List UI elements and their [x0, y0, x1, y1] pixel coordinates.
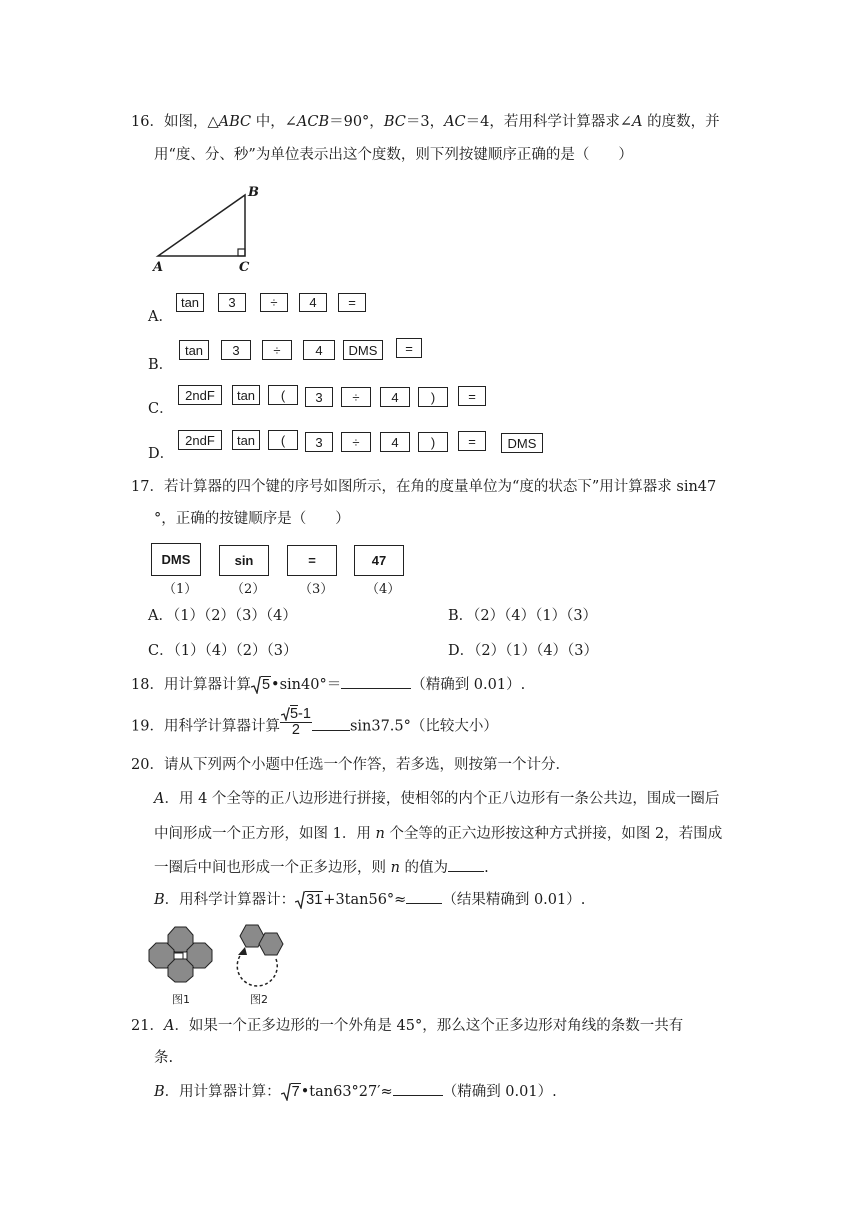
sqrt-7-radicand: 7 [291, 1084, 300, 1100]
key-2ndf: 2ndF [178, 430, 222, 450]
key-divide: ÷ [341, 432, 371, 452]
radical-sign-icon [281, 707, 290, 721]
vertex-a-label: A [153, 260, 164, 275]
q20-a-answer-blank[interactable] [448, 857, 484, 872]
q16-option-a-label: A． [148, 309, 173, 325]
vertex-c-label: C [239, 260, 250, 275]
q20-a-text3-post: 的值为 [399, 860, 449, 876]
key-dms: DMS [501, 433, 543, 453]
q20-b-line [154, 889, 585, 910]
q20-a-n2: n [390, 860, 400, 876]
key-close-paren: ) [418, 432, 448, 452]
triangle-abc [158, 195, 245, 256]
q20-line1: 20．请从下列两个小题中任选一个作答，若多选，则按第一个计分． [131, 757, 570, 773]
key-3: 3 [218, 293, 246, 312]
fraction-numerator [280, 707, 312, 723]
q17-option-c: C．（1）（4）（2）（3） [148, 643, 298, 659]
key-tan: tan [232, 385, 260, 405]
key-4: 4 [380, 432, 410, 452]
key-3: 3 [305, 432, 333, 452]
q17-option-b: B．（2）（4）（1）（3） [448, 608, 598, 624]
q19-suffix: sin37.5°（比较大小） [349, 718, 498, 735]
q19-answer-blank[interactable] [312, 716, 350, 731]
q16-text-a: 如图，△ [163, 114, 219, 130]
q21-number: 21． [131, 1018, 164, 1034]
q20-a-line1 [154, 789, 719, 809]
q16-acb: ACB [296, 114, 330, 130]
key-caption-2: （2） [231, 582, 266, 597]
q16-line2: 用“度、分、秒”为单位表示出这个度数，则下列按键顺序正确的是（ ） [154, 147, 633, 163]
key-divide: ÷ [262, 340, 292, 360]
q18-prefix: 18．用计算器计算 [131, 677, 251, 693]
key-3: 3 [221, 340, 251, 360]
q20-a-n: n [375, 826, 385, 842]
sqrt-5-radicand: 5 [261, 677, 271, 693]
sqrt-5 [251, 675, 271, 695]
key-divide: ÷ [260, 293, 288, 312]
key-divide: ÷ [341, 387, 371, 407]
q16-text-d: ＝3， [405, 114, 445, 130]
sqrt-31 [295, 890, 323, 910]
figure-2-caption: 图2 [250, 993, 268, 1006]
key-tan: tan [232, 430, 260, 450]
q20-a-text2-post: 个全等的正六边形按这种方式拼接，如图 2，若围成 [384, 826, 723, 842]
octagon-bottom-icon [168, 959, 193, 982]
q17-option-a: A．（1）（2）（3）（4） [148, 608, 297, 624]
q17-line2: °，正确的按键顺序是（ ） [154, 511, 350, 527]
key-dms: DMS [151, 543, 201, 576]
sqrt-7 [281, 1082, 301, 1102]
q16-option-b-label: B． [148, 357, 174, 373]
circular-arrow-icon [237, 953, 277, 986]
q20-a-label: A [154, 791, 165, 807]
q20-a-line2 [154, 824, 722, 844]
key-equals: = [458, 431, 486, 451]
q21-a-label: A [163, 1018, 175, 1034]
radical-sign-icon [295, 891, 305, 909]
q20-a-text1: ．用 4 个全等的正八边形进行拼接，使相邻的内个正八边形有一条公共边，围成一圈后 [164, 791, 720, 807]
q16-abc: ABC [218, 114, 252, 130]
arrow-head-icon [238, 947, 247, 955]
key-open-paren: ( [268, 430, 298, 450]
key-4: 4 [299, 293, 327, 312]
q16-option-c-label: C． [148, 401, 174, 417]
key-equals: = [287, 545, 337, 576]
q16-number: 16． [131, 114, 164, 130]
key-47: 47 [354, 545, 404, 576]
q21-b-suffix: （精确到 0.01）. [442, 1084, 557, 1100]
q21-b-middle: •tan63°27′≈ [300, 1084, 393, 1100]
key-caption-4: （4） [366, 582, 401, 597]
q16-text-b: 中，∠ [251, 114, 297, 130]
figure-1-caption: 图1 [172, 993, 190, 1006]
key-equals: = [396, 338, 422, 358]
q16-text-c: ＝90°， [329, 114, 384, 130]
q20-b-label: B [154, 892, 165, 908]
q16-ac: AC [444, 114, 466, 130]
q17-line1: 17．若计算器的四个键的序号如图所示，在角的度量单位为“度的状态下”用计算器求 sin47 [131, 479, 717, 495]
q21-b-answer-blank[interactable] [393, 1081, 443, 1096]
key-equals: = [338, 293, 366, 312]
q20-b-answer-blank[interactable] [406, 889, 442, 904]
vertex-b-label: B [248, 185, 259, 200]
q18-middle: •sin40°＝ [271, 677, 342, 693]
q21-b-line [154, 1081, 557, 1102]
q18-suffix: （精确到 0.01）. [411, 677, 526, 693]
q19-fraction [280, 707, 312, 738]
q18-answer-blank[interactable] [341, 674, 411, 689]
key-caption-3: （3） [299, 582, 334, 597]
radical-sign-icon [251, 676, 261, 694]
key-open-paren: ( [268, 385, 298, 405]
q16-a: A [632, 114, 643, 130]
key-tan: tan [179, 340, 209, 360]
q20-b-prefix: ．用科学计算器计： [164, 892, 296, 908]
q20-a-end: . [484, 860, 489, 876]
q20-b-middle: +3tan56°≈ [323, 892, 407, 908]
key-4: 4 [303, 340, 335, 360]
right-angle-mark [238, 249, 245, 256]
q20-a-text2-pre: 中间形成一个正方形，如图 1．用 [154, 826, 376, 842]
key-sin: sin [219, 545, 269, 576]
q20-a-text3-pre: 一圈后中间也形成一个正多边形，则 [154, 860, 391, 876]
q21-a-line2: 条. [154, 1050, 174, 1066]
key-close-paren: ) [418, 387, 448, 407]
key-3: 3 [305, 387, 333, 407]
sqrt-31-radicand: 31 [306, 892, 323, 908]
key-dms: DMS [343, 340, 383, 360]
q16-text-e: ＝4，若用科学计算器求∠ [465, 114, 633, 130]
q17-option-d: D．（2）（1）（4）（3） [448, 643, 599, 659]
q21-a-line1 [131, 1016, 683, 1036]
q16-text-f: 的度数，并 [642, 114, 720, 130]
radical-sign-icon [281, 1083, 291, 1101]
q16-line1 [131, 112, 720, 132]
key-caption-1: （1） [163, 582, 198, 597]
q19-line [131, 706, 498, 742]
q21-b-prefix: ．用计算器计算： [164, 1084, 281, 1100]
key-2ndf: 2ndF [178, 385, 222, 405]
key-tan: tan [176, 293, 204, 312]
q18-line [131, 674, 525, 695]
q20-a-line3 [154, 857, 489, 878]
q19-prefix: 19．用科学计算器计算 [131, 718, 280, 735]
figure-2-hexagons [228, 921, 294, 991]
key-4: 4 [380, 387, 410, 407]
q21-a-text1: ．如果一个正多边形的一个外角是 45°，那么这个正多边形对角线的条数一共有 [174, 1018, 684, 1034]
q20-b-suffix: （结果精确到 0.01）. [442, 892, 586, 908]
q16-option-d-label: D． [148, 446, 175, 462]
q16-bc: BC [383, 114, 406, 130]
figure-1-octagons [146, 925, 218, 983]
sqrt-5-radicand: 5 [289, 706, 299, 722]
fraction-denominator: 2 [291, 722, 300, 738]
key-equals: = [458, 386, 486, 406]
numerator-tail: -1 [298, 706, 311, 722]
q21-b-label: B [154, 1084, 165, 1100]
